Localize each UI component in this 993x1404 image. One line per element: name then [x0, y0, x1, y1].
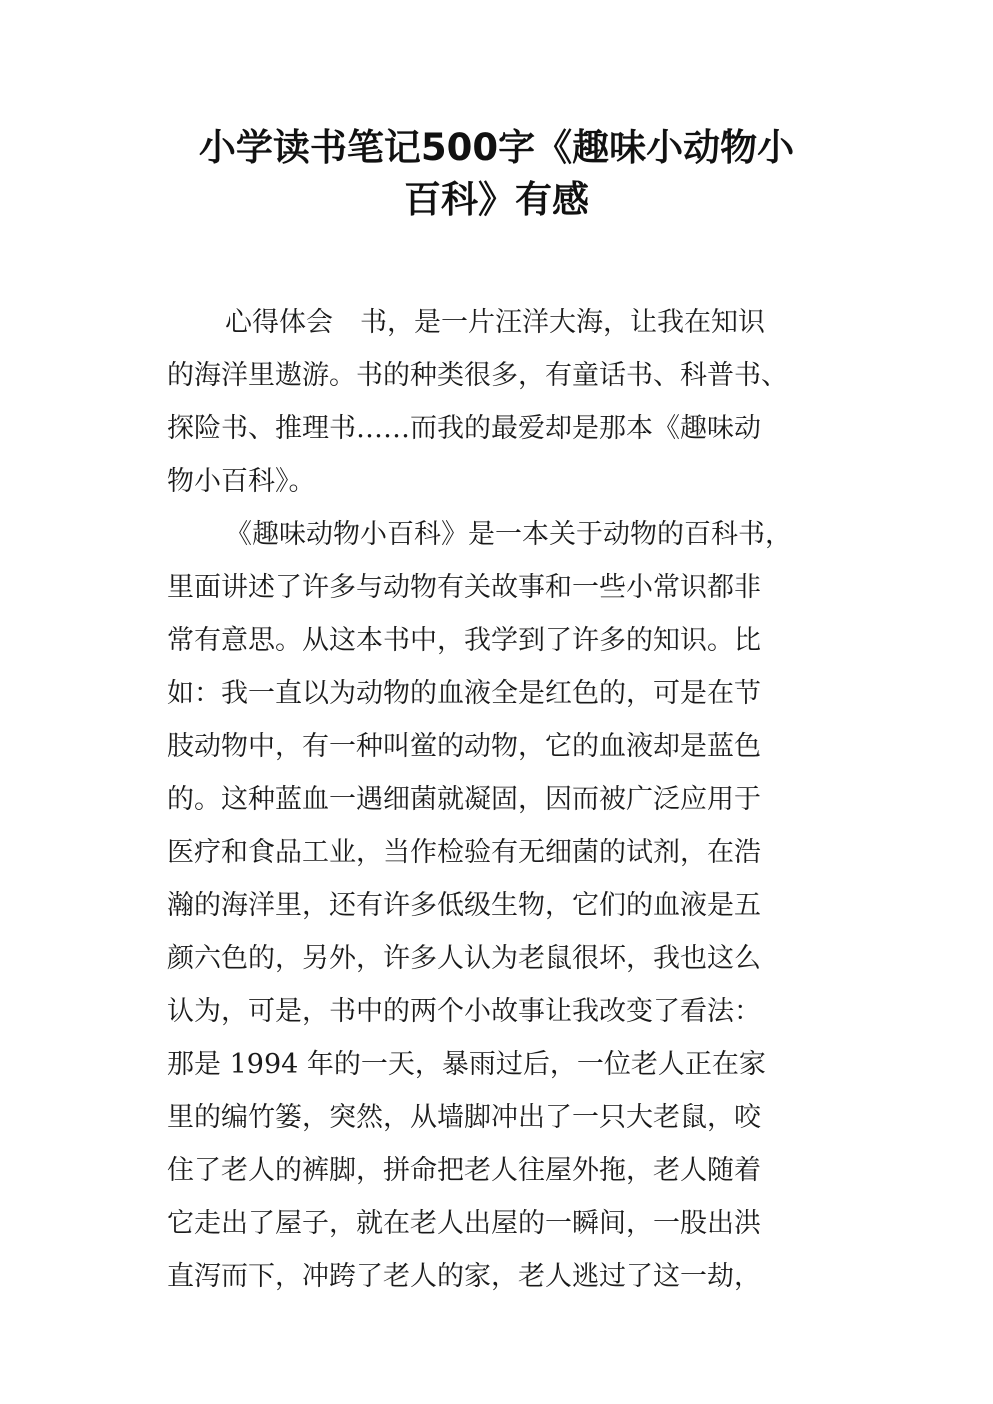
paragraph-2-line: 它走出了屋子，就在老人出屋的一瞬间，一股出洪 [167, 1208, 761, 1239]
paragraph-2-line: 住了老人的裤脚，拼命把老人往屋外拖，老人随着 [167, 1155, 761, 1186]
paragraph-1-line: 物小百科》。 [167, 466, 316, 497]
paragraph-2-line: 里面讲述了许多与动物有关故事和一些小常识都非 [167, 572, 761, 603]
document-title [120, 122, 873, 226]
paragraph-2-line: 的。这种蓝血一遇细菌就凝固，因而被广泛应用于 [167, 784, 761, 815]
paragraph-2-line: 肢动物中，有一种叫鲎的动物，它的血液却是蓝色 [167, 731, 761, 762]
title-line-1: 小学读书笔记500字《趣味小动物小 [198, 126, 795, 169]
body-text [167, 296, 847, 1303]
paragraph-1-line: 心得体会 书，是一片汪洋大海，让我在知识 [225, 307, 765, 338]
paragraph-2-line: 颜六色的，另外，许多人认为老鼠很坏，我也这么 [167, 943, 761, 974]
paragraph-2-line: 如：我一直以为动物的血液全是红色的，可是在节 [167, 678, 761, 709]
paragraph-2-line: 直泻而下，冲跨了老人的家，老人逃过了这一劫， [167, 1261, 761, 1292]
paragraph-2-line: 常有意思。从这本书中，我学到了许多的知识。比 [167, 625, 761, 656]
paragraph-1-line: 的海洋里遨游。书的种类很多，有童话书、科普书、 [167, 360, 788, 391]
paragraph-1-line: 探险书、推理书……而我的最爱却是那本《趣味动 [167, 413, 761, 444]
paragraph-2-line: 里的编竹篓，突然，从墙脚冲出了一只大老鼠，咬 [167, 1102, 761, 1133]
paragraph-2-line: 那是 1994 年的一天，暴雨过后，一位老人正在家 [167, 1049, 766, 1080]
paragraph-2-line: 医疗和食品工业，当作检验有无细菌的试剂，在浩 [167, 837, 761, 868]
paragraph-2-line: 《趣味动物小百科》是一本关于动物的百科书， [225, 519, 792, 550]
paragraph-2-line: 瀚的海洋里，还有许多低级生物，它们的血液是五 [167, 890, 761, 921]
paragraph-2-line: 认为，可是，书中的两个小故事让我改变了看法： [167, 996, 761, 1027]
title-line-2: 百科》有感 [404, 178, 589, 221]
